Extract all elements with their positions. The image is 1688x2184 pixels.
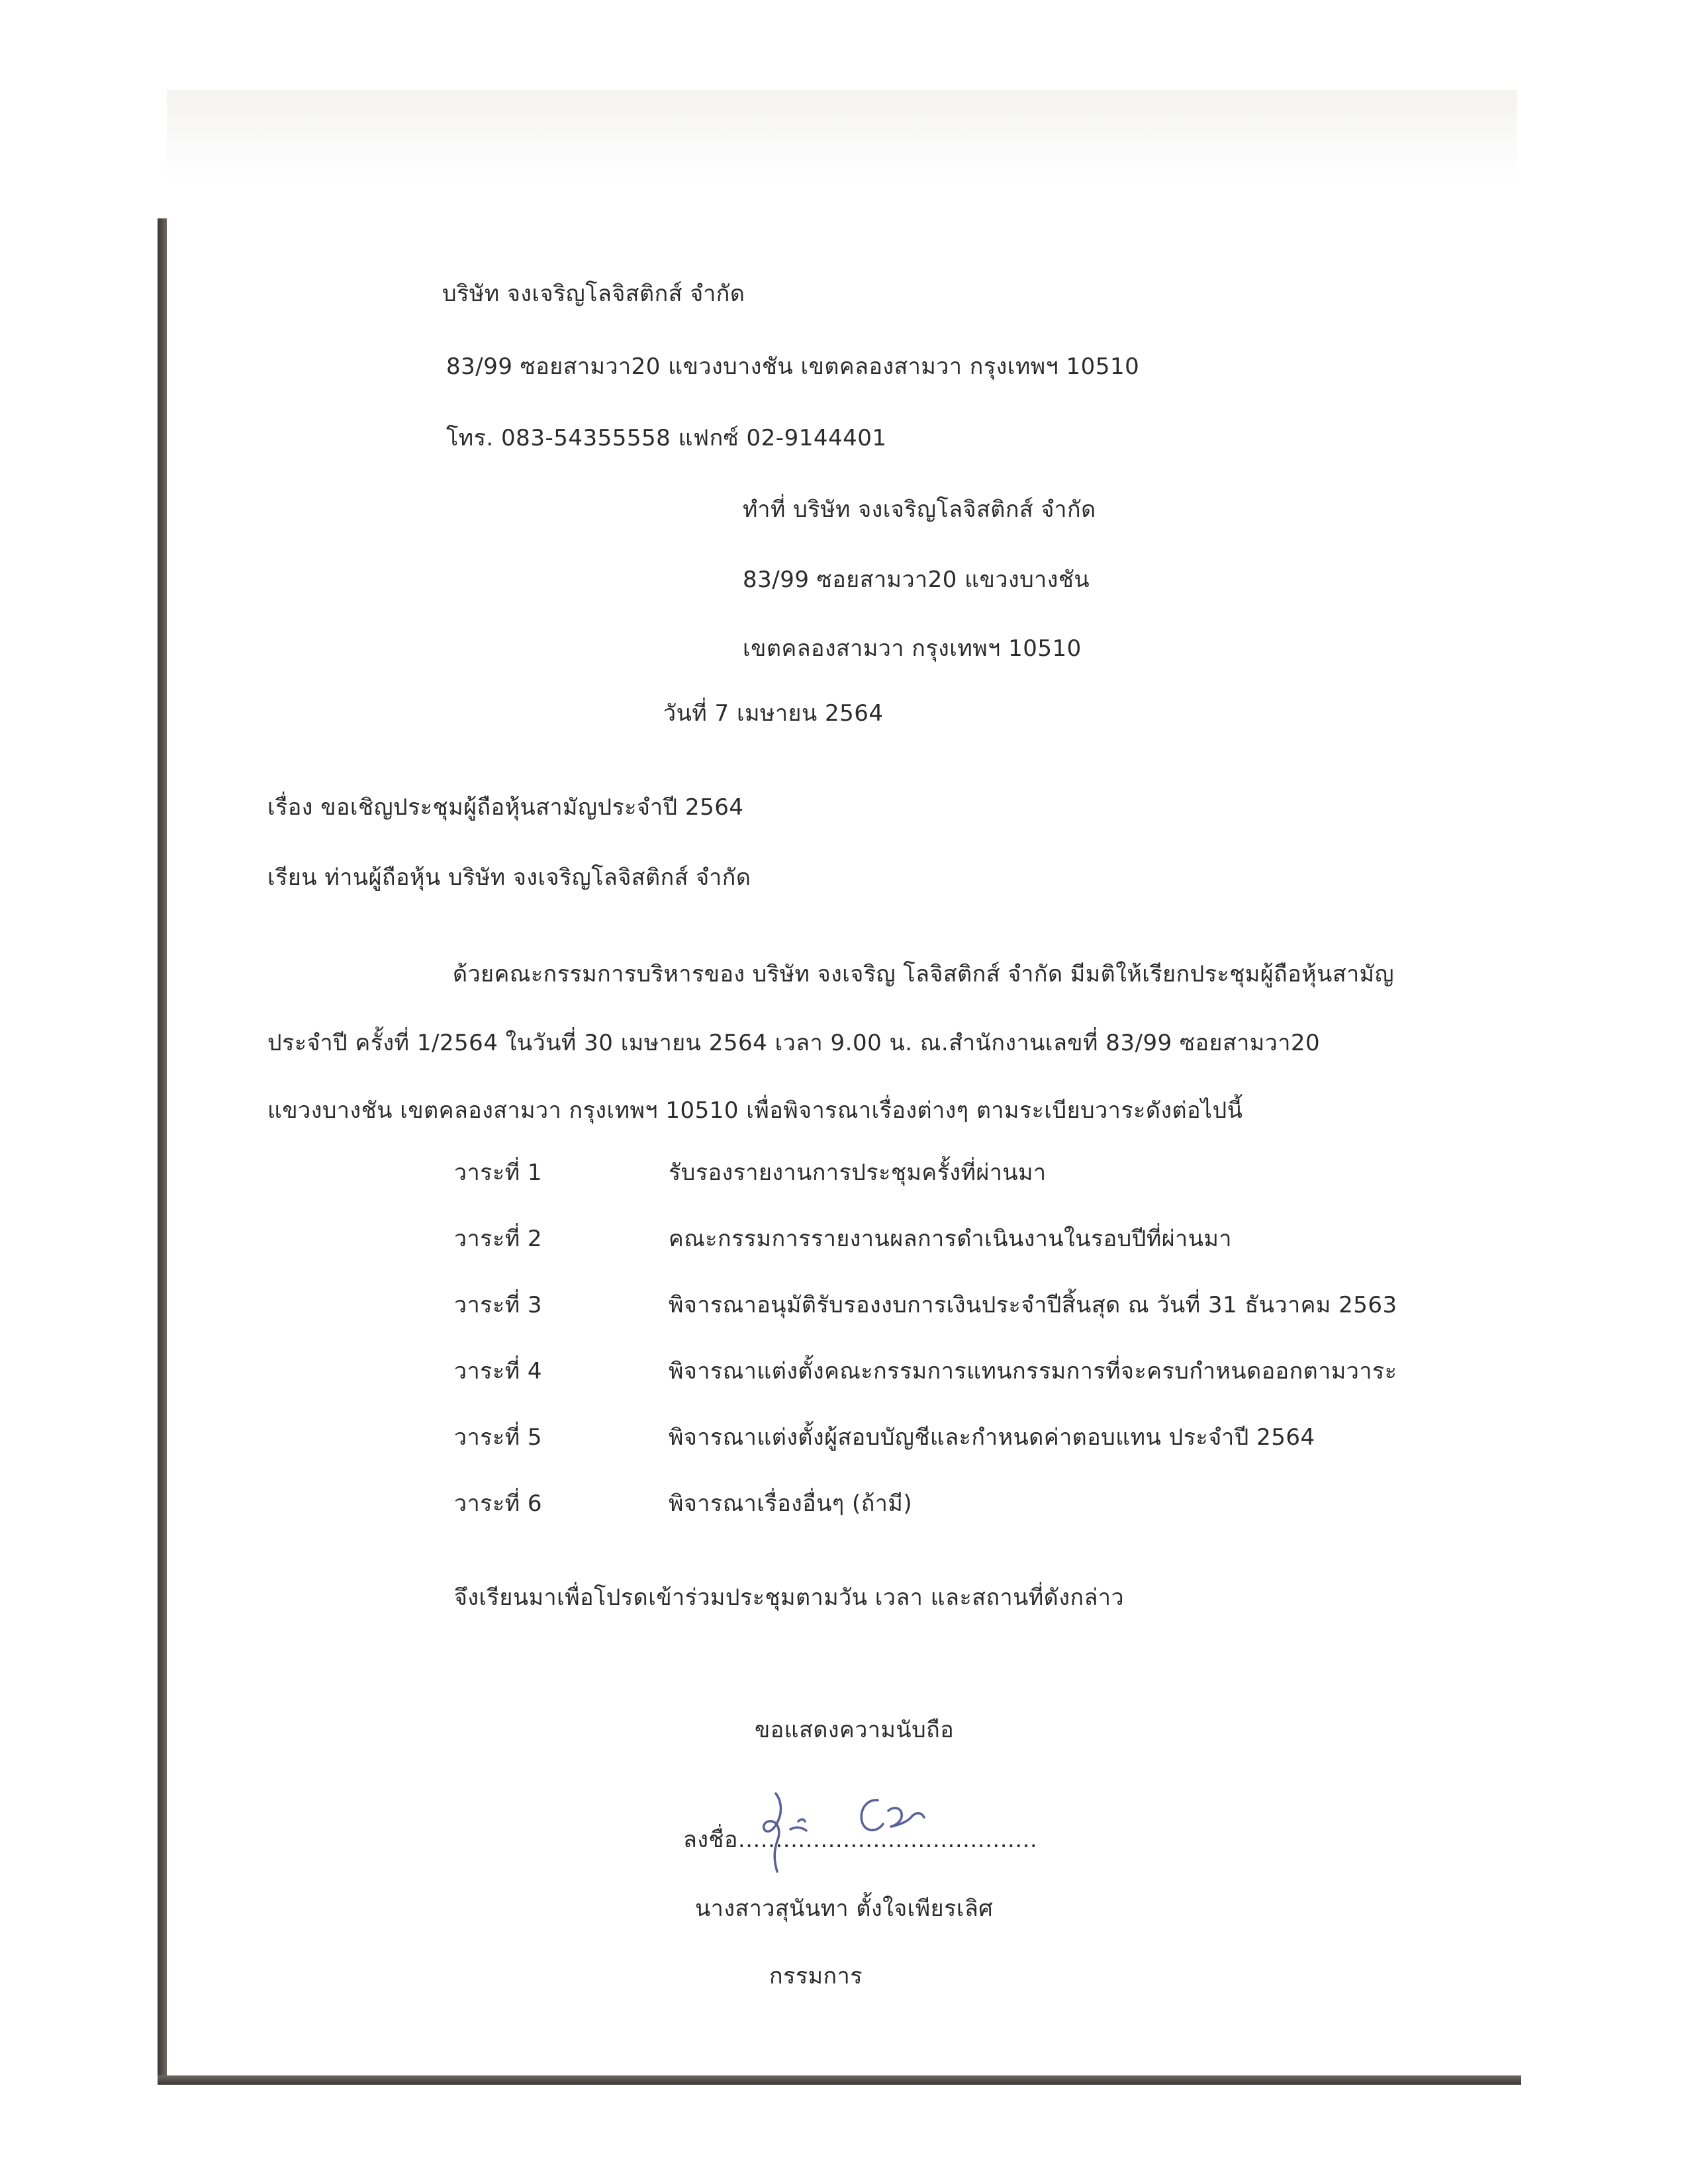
agenda-item-3-text: พิจารณาอนุมัติรับรองงบการเงินประจำปีสิ้นสุด ณ วันที่ 31 ธันวาคม 2563	[669, 1292, 1397, 1318]
location-line-3: เขตคลองสามวา กรุงเทพฯ 10510	[743, 635, 1082, 662]
letterhead-contact: โทร. 083-54355558 แฟกซ์ 02-9144401	[446, 425, 887, 451]
letter-subject: เรื่อง ขอเชิญประชุมผู้ถือหุ้นสามัญประจำปี 2564	[267, 794, 744, 821]
scan-border-bottom	[158, 2075, 1521, 2085]
scan-border-left	[158, 218, 167, 2085]
regards-line: ขอแสดงความนับถือ	[755, 1717, 955, 1743]
agenda-item-2-text: คณะกรรมการรายงานผลการดำเนินงานในรอบปีที่ผ่านมา	[669, 1226, 1232, 1252]
agenda-item-4-label: วาระที่ 4	[454, 1358, 543, 1385]
body-line-1: ด้วยคณะกรรมการบริหารของ บริษัท จงเจริญ โลจิสติกส์ จำกัด มีมติให้เรียกประชุมผู้ถือหุ้นสามัญ	[453, 961, 1395, 987]
location-line-1: ทำที่ บริษัท จงเจริญโลจิสติกส์ จำกัด	[743, 496, 1096, 523]
signer-name: นางสาวสุนันทา ตั้งใจเพียรเลิศ	[695, 1895, 994, 1922]
closing-sentence: จึงเรียนมาเพื่อโปรดเข้าร่วมประชุมตามวัน เวลา และสถานที่ดังกล่าว	[454, 1584, 1125, 1611]
letter-recipient: เรียน ท่านผู้ถือหุ้น บริษัท จงเจริญโลจิสติกส์ จำกัด	[267, 864, 751, 891]
signer-title: กรรมการ	[769, 1963, 863, 1989]
agenda-item-5-text: พิจารณาแต่งตั้งผู้สอบบัญชีและกำหนดค่าตอบแทน ประจำปี 2564	[669, 1424, 1315, 1451]
letterhead-company: บริษัท จงเจริญโลจิสติกส์ จำกัด	[442, 281, 745, 307]
agenda-item-6-text: พิจารณาเรื่องอื่นๆ (ถ้ามี)	[669, 1490, 913, 1517]
agenda-item-5-label: วาระที่ 5	[454, 1424, 543, 1451]
agenda-item-6-label: วาระที่ 6	[454, 1490, 543, 1517]
paper-background	[167, 90, 1517, 2075]
letterhead-address: 83/99 ซอยสามวา20 แขวงบางชัน เขตคลองสามวา กรุงเทพฯ 10510	[446, 353, 1140, 380]
location-line-2: 83/99 ซอยสามวา20 แขวงบางชัน	[743, 567, 1090, 593]
agenda-item-2-label: วาระที่ 2	[454, 1226, 543, 1252]
agenda-item-1-label: วาระที่ 1	[454, 1160, 543, 1186]
agenda-item-1-text: รับรองรายงานการประชุมครั้งที่ผ่านมา	[669, 1160, 1047, 1186]
signature-line: ลงชื่อ........................................	[683, 1827, 1038, 1853]
agenda-item-3-label: วาระที่ 3	[454, 1292, 543, 1318]
body-line-2: ประจำปี ครั้งที่ 1/2564 ในวันที่ 30 เมษายน 2564 เวลา 9.00 น. ณ.สำนักงานเลขที่ 83/99 ซอยสามวา20	[267, 1030, 1321, 1056]
agenda-item-4-text: พิจารณาแต่งตั้งคณะกรรมการแทนกรรมการที่จะครบกำหนดออกตามวาระ	[669, 1358, 1397, 1385]
letter-date: วันที่ 7 เมษายน 2564	[663, 700, 884, 727]
body-line-3: แขวงบางชัน เขตคลองสามวา กรุงเทพฯ 10510 เพื่อพิจารณาเรื่องต่างๆ ตามระเบียบวาระดังต่อไปนี้	[267, 1097, 1243, 1124]
